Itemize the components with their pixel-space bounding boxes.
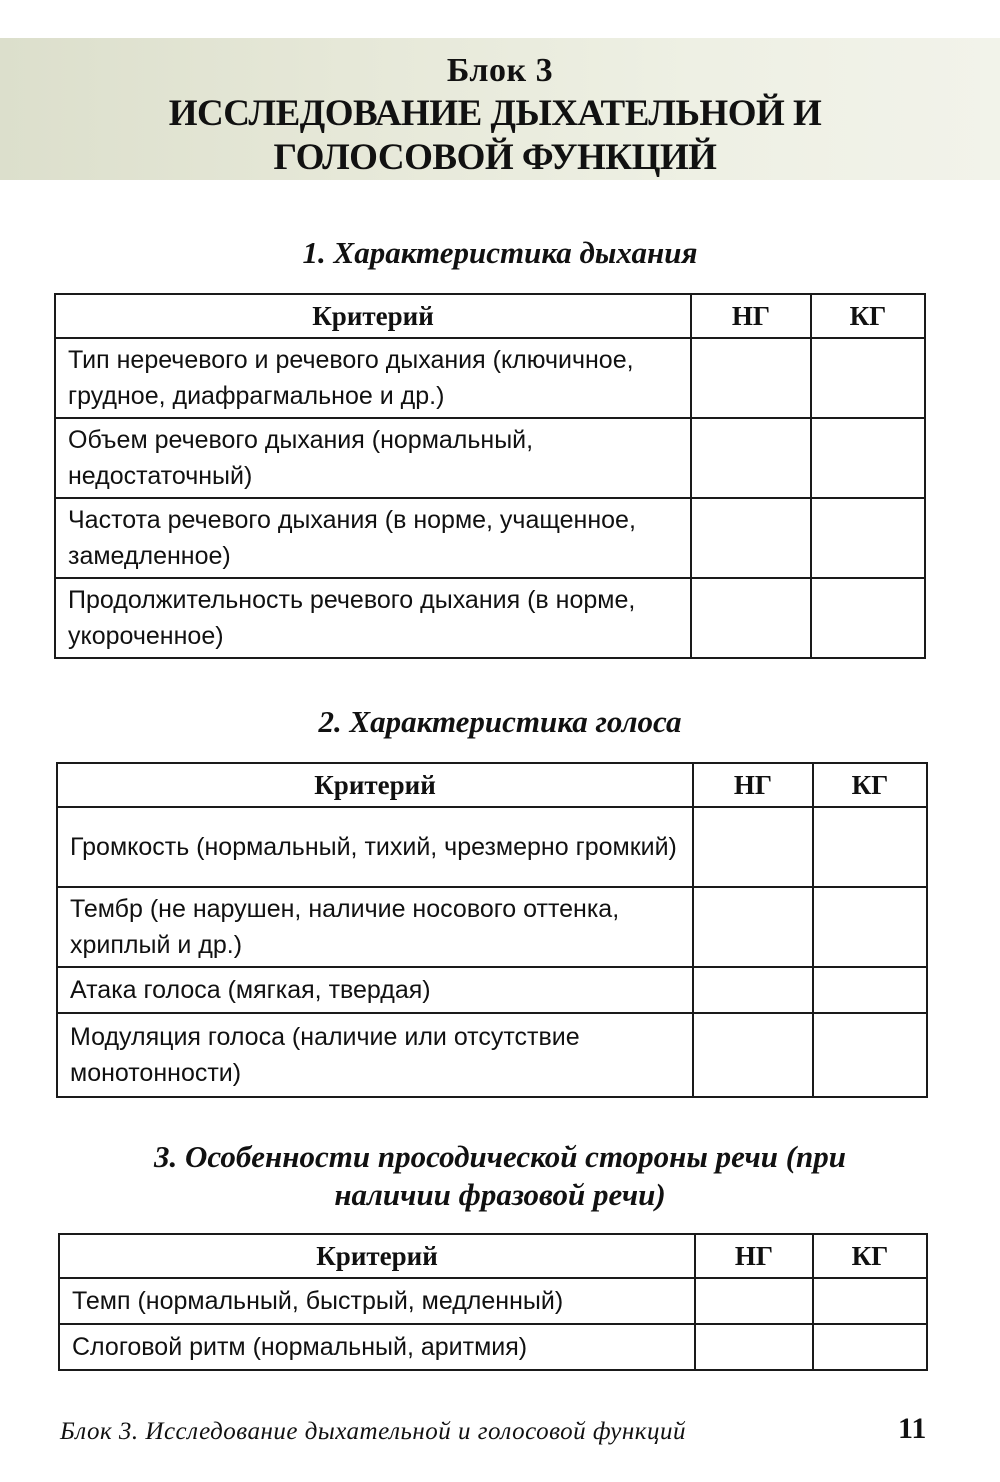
table-header-row (57, 763, 927, 807)
ng-cell[interactable] (693, 1013, 813, 1097)
ng-cell[interactable] (695, 1278, 813, 1324)
ng-cell[interactable] (691, 338, 811, 418)
table-row (57, 1013, 927, 1097)
running-footer: Блок 3. Исследование дыхательной и голосовой функций (60, 1418, 686, 1445)
column-header-ng: НГ (695, 1234, 813, 1278)
table-row (57, 887, 927, 967)
criterion-cell: Тип неречевого и речевого дыхания (ключичное, грудное, диафрагмальное и др.) (55, 338, 691, 418)
criterion-cell: Атака голоса (мягкая, твердая) (57, 967, 693, 1013)
block-label: Блок 3 (446, 52, 554, 89)
table-row (55, 578, 925, 658)
criterion-cell: Объем речевого дыхания (нормальный, недостаточный) (55, 418, 691, 498)
prosody-table (58, 1233, 928, 1371)
kg-cell[interactable] (813, 887, 927, 967)
ng-cell[interactable] (693, 967, 813, 1013)
table-header-row (55, 294, 925, 338)
breathing-table (54, 293, 926, 659)
kg-cell[interactable] (811, 498, 925, 578)
section-title-prosody: 3. Особенности просодической стороны речи (при наличии фразовой речи) (153, 1139, 847, 1212)
column-header-ng: НГ (691, 294, 811, 338)
kg-cell[interactable] (813, 1278, 927, 1324)
criterion-cell: Громкость (нормальный, тихий, чрезмерно громкий) (57, 807, 693, 887)
ng-cell[interactable] (691, 578, 811, 658)
column-header-ng: НГ (693, 763, 813, 807)
page-number: 11 (898, 1412, 927, 1445)
block-title: ИССЛЕДОВАНИЕ ДЫХАТЕЛЬНОЙ И ГОЛОСОВОЙ ФУНКЦИЙ (168, 93, 822, 178)
table-row (57, 807, 927, 887)
ng-cell[interactable] (693, 807, 813, 887)
ng-cell[interactable] (695, 1324, 813, 1370)
ng-cell[interactable] (693, 887, 813, 967)
kg-cell[interactable] (813, 967, 927, 1013)
kg-cell[interactable] (813, 1324, 927, 1370)
kg-cell[interactable] (811, 338, 925, 418)
criterion-cell: Темп (нормальный, быстрый, медленный) (59, 1278, 695, 1324)
kg-cell[interactable] (813, 1013, 927, 1097)
table-row (57, 967, 927, 1013)
kg-cell[interactable] (811, 578, 925, 658)
table-row (59, 1324, 927, 1370)
table-header-row (59, 1234, 927, 1278)
voice-table (56, 762, 928, 1098)
criterion-cell: Частота речевого дыхания (в норме, учащенное, замедленное) (55, 498, 691, 578)
kg-cell[interactable] (813, 807, 927, 887)
column-header-criterion: Критерий (55, 294, 691, 338)
criterion-cell: Слоговой ритм (нормальный, аритмия) (59, 1324, 695, 1370)
column-header-kg: КГ (813, 1234, 927, 1278)
ng-cell[interactable] (691, 498, 811, 578)
criterion-cell: Продолжительность речевого дыхания (в норме, укороченное) (55, 578, 691, 658)
ng-cell[interactable] (691, 418, 811, 498)
criterion-cell: Тембр (не нарушен, наличие носового оттенка, хриплый и др.) (57, 887, 693, 967)
table-row (55, 498, 925, 578)
table-row (55, 338, 925, 418)
criterion-cell: Модуляция голоса (наличие или отсутствие монотонности) (57, 1013, 693, 1097)
section-title-voice: 2. Характеристика голоса (318, 704, 682, 739)
table-row (59, 1278, 927, 1324)
kg-cell[interactable] (811, 418, 925, 498)
table-row (55, 418, 925, 498)
column-header-kg: КГ (811, 294, 925, 338)
column-header-criterion: Критерий (59, 1234, 695, 1278)
column-header-kg: КГ (813, 763, 927, 807)
column-header-criterion: Критерий (57, 763, 693, 807)
section-title-breathing: 1. Характеристика дыхания (302, 235, 698, 270)
